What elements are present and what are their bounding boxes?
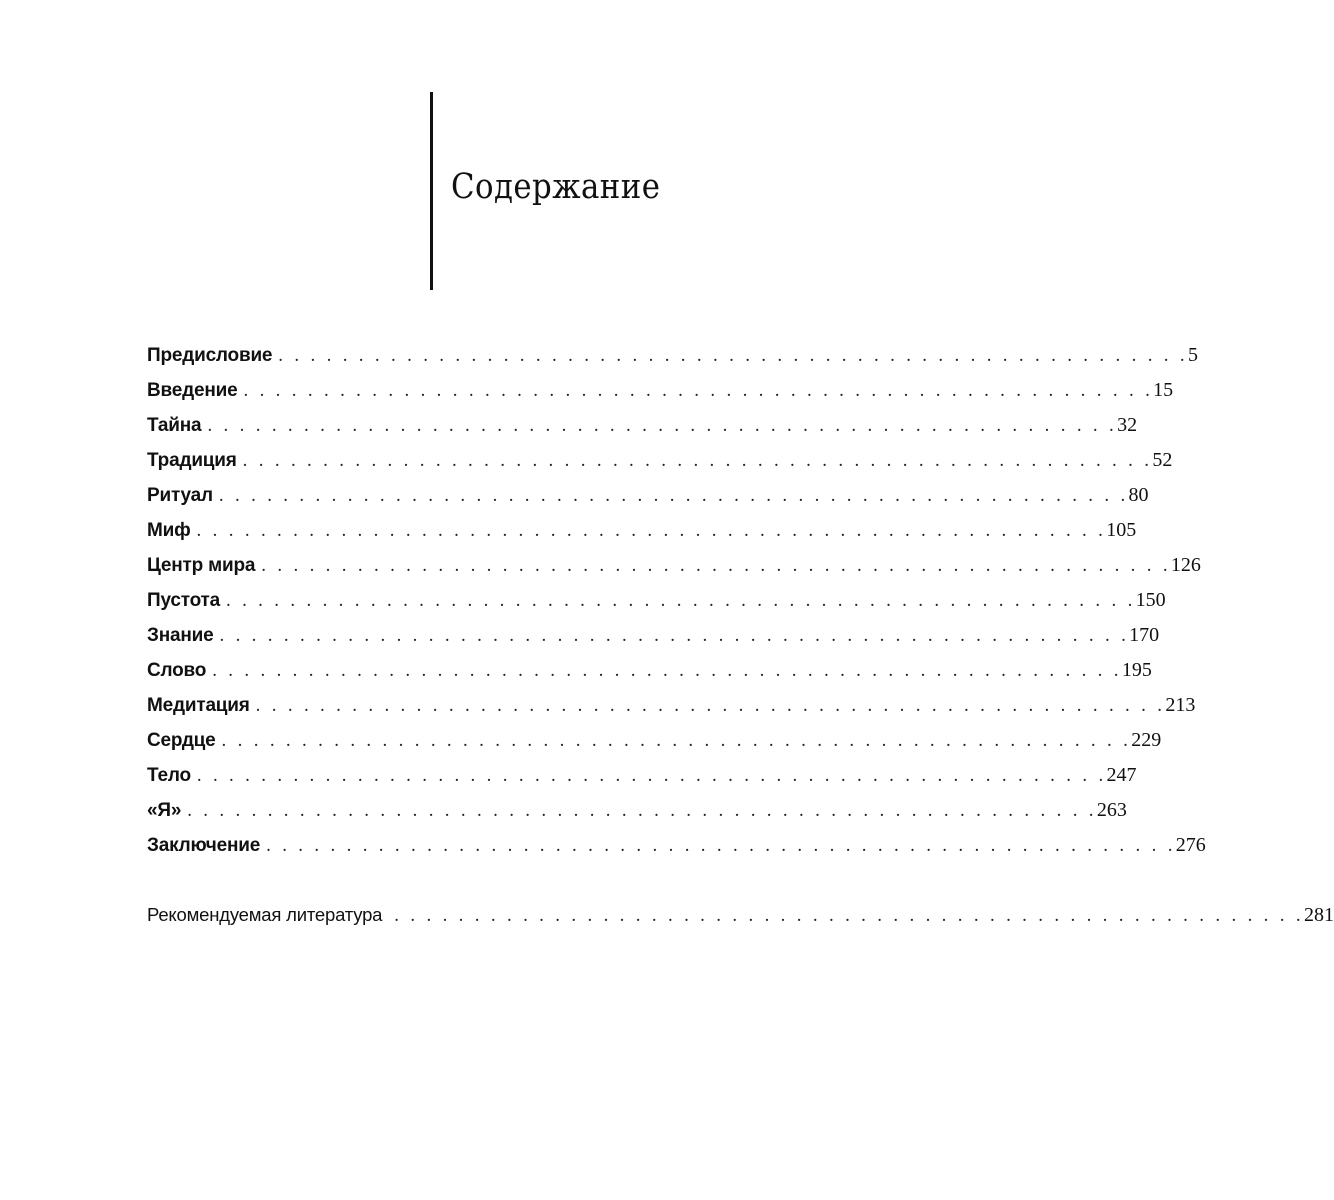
toc-dot-leader-text: . . . . . . . . . . . . . . . . . . . . . . . . . . . . . . . . . . . . . . . . . . . . . . . . . . . . . . . . . [242, 450, 1153, 471]
toc-entry-title: «Я» [147, 800, 182, 821]
toc-entry-title: Пустота [147, 590, 220, 611]
toc-dot-leader [197, 761, 1107, 791]
toc-dot-leader [219, 481, 1129, 511]
toc-entry-title: Центр мира [147, 555, 256, 576]
toc-dot-leader-text: . . . . . . . . . . . . . . . . . . . . . . . . . . . . . . . . . . . . . . . . . . . . . . . . . . . . . . . . . [255, 695, 1166, 716]
toc-dot-leader [243, 446, 1153, 476]
toc-dot-leader [278, 341, 1188, 371]
toc-dot-leader [394, 901, 1304, 931]
toc-dot-leader-text: . . . . . . . . . . . . . . . . . . . . . . . . . . . . . . . . . . . . . . . . . . . . . . . . . . . . . . . . . [225, 590, 1136, 611]
toc-entry-title: Заключение [147, 835, 261, 856]
toc-entry[interactable] [147, 445, 1173, 480]
toc-dot-leader [256, 691, 1166, 721]
toc-entry-page-number: 281 [1303, 904, 1334, 926]
toc-entry[interactable] [147, 340, 1198, 375]
toc-dot-leader-text: . . . . . . . . . . . . . . . . . . . . . . . . . . . . . . . . . . . . . . . . . . . . . . . . . . . . . . . . . [212, 660, 1122, 681]
toc-dot-leader [261, 551, 1171, 581]
toc-entry-page-number: 15 [1153, 379, 1174, 401]
toc-dot-leader-text: . . . . . . . . . . . . . . . . . . . . . . . . . . . . . . . . . . . . . . . . . . . . . . . . . . . . . . . . . [394, 905, 1304, 926]
toc-entry-page-number: 213 [1165, 694, 1196, 716]
toc-dot-leader [226, 586, 1136, 616]
toc-dot-leader-text: . . . . . . . . . . . . . . . . . . . . . . . . . . . . . . . . . . . . . . . . . . . . . . . . . . . . . . . . . [278, 345, 1188, 366]
toc-entry[interactable] [147, 620, 1160, 655]
toc-dot-leader-text: . . . . . . . . . . . . . . . . . . . . . . . . . . . . . . . . . . . . . . . . . . . . . . . . . . . . . . . . . [187, 800, 1097, 821]
toc-entry-title: Рекомендуемая литература [147, 904, 383, 925]
toc-entry[interactable] [147, 830, 1206, 865]
toc-entry-page-number: 126 [1170, 554, 1201, 576]
toc-entry-title: Сердце [147, 730, 216, 751]
toc-dot-leader-text: . . . . . . . . . . . . . . . . . . . . . . . . . . . . . . . . . . . . . . . . . . . . . . . . . . . . . . . . . [266, 835, 1176, 856]
toc-entry-title: Ритуал [147, 485, 213, 506]
toc-entry-page-number: 105 [1106, 519, 1137, 541]
toc-entry-page-number: 52 [1152, 449, 1173, 471]
toc-dot-leader-text: . . . . . . . . . . . . . . . . . . . . . . . . . . . . . . . . . . . . . . . . . . . . . . . . . . . . . . . . . [196, 765, 1107, 786]
toc-entry-title: Миф [147, 520, 191, 541]
page-title: Содержание [451, 167, 661, 207]
toc-dot-leader-text: . . . . . . . . . . . . . . . . . . . . . . . . . . . . . . . . . . . . . . . . . . . . . . . . . . . . . . . . . [218, 485, 1129, 506]
toc-dot-leader-text: . . . . . . . . . . . . . . . . . . . . . . . . . . . . . . . . . . . . . . . . . . . . . . . . . . . . . . . . . [261, 555, 1171, 576]
toc-entry-title: Традиция [147, 450, 237, 471]
toc-dot-leader [207, 411, 1117, 441]
toc-entry-title: Тайна [147, 415, 202, 436]
toc-dot-leader [266, 831, 1176, 861]
toc-entry-page-number: 247 [1106, 764, 1137, 786]
toc-entry-title: Тело [147, 765, 191, 786]
table-of-contents [147, 340, 1334, 935]
toc-entry-page-number: 276 [1175, 834, 1206, 856]
toc-entry[interactable] [147, 515, 1137, 550]
toc-entry[interactable] [147, 795, 1127, 830]
toc-entry-title: Знание [147, 625, 214, 646]
toc-entry-page-number: 195 [1121, 659, 1152, 681]
toc-dot-leader [243, 376, 1153, 406]
toc-entry-title: Медитация [147, 695, 250, 716]
toc-dot-leader [212, 656, 1122, 686]
toc-entry[interactable] [147, 410, 1138, 445]
toc-entry-title: Предисловие [147, 345, 273, 366]
toc-entry[interactable] [147, 585, 1166, 620]
toc-dot-leader [219, 621, 1129, 651]
toc-entry-page-number: 80 [1128, 484, 1149, 506]
toc-dot-leader-text: . . . . . . . . . . . . . . . . . . . . . . . . . . . . . . . . . . . . . . . . . . . . . . . . . . . . . . . . . [196, 520, 1107, 541]
toc-entry[interactable] [147, 480, 1149, 515]
toc-entry-title: Слово [147, 660, 207, 681]
toc-dot-leader [187, 796, 1097, 826]
toc-entry-page-number: 263 [1096, 799, 1127, 821]
toc-entry[interactable] [147, 760, 1137, 795]
toc-entry-title: Введение [147, 380, 238, 401]
toc-dot-leader-text: . . . . . . . . . . . . . . . . . . . . . . . . . . . . . . . . . . . . . . . . . . . . . . . . . . . . . . . . . [219, 625, 1130, 646]
toc-appendix-entry[interactable] [147, 900, 1334, 935]
toc-entry[interactable] [147, 655, 1152, 690]
toc-entry-page-number: 5 [1187, 344, 1198, 366]
toc-entry[interactable] [147, 375, 1174, 410]
title-vertical-rule [430, 92, 433, 290]
toc-entry-page-number: 32 [1117, 414, 1138, 436]
toc-dot-leader-text: . . . . . . . . . . . . . . . . . . . . . . . . . . . . . . . . . . . . . . . . . . . . . . . . . . . . . . . . . [243, 380, 1154, 401]
toc-dot-leader [197, 516, 1107, 546]
toc-entry[interactable] [147, 690, 1196, 725]
toc-entry-page-number: 229 [1131, 729, 1162, 751]
toc-dot-leader-text: . . . . . . . . . . . . . . . . . . . . . . . . . . . . . . . . . . . . . . . . . . . . . . . . . . . . . . . . . [207, 415, 1118, 436]
toc-entry[interactable] [147, 550, 1201, 585]
toc-entry[interactable] [147, 725, 1162, 760]
toc-dot-leader-text: . . . . . . . . . . . . . . . . . . . . . . . . . . . . . . . . . . . . . . . . . . . . . . . . . . . . . . . . . [221, 730, 1132, 751]
toc-entry-page-number: 170 [1129, 624, 1160, 646]
toc-dot-leader [222, 726, 1132, 756]
toc-entry-page-number: 150 [1135, 589, 1166, 611]
